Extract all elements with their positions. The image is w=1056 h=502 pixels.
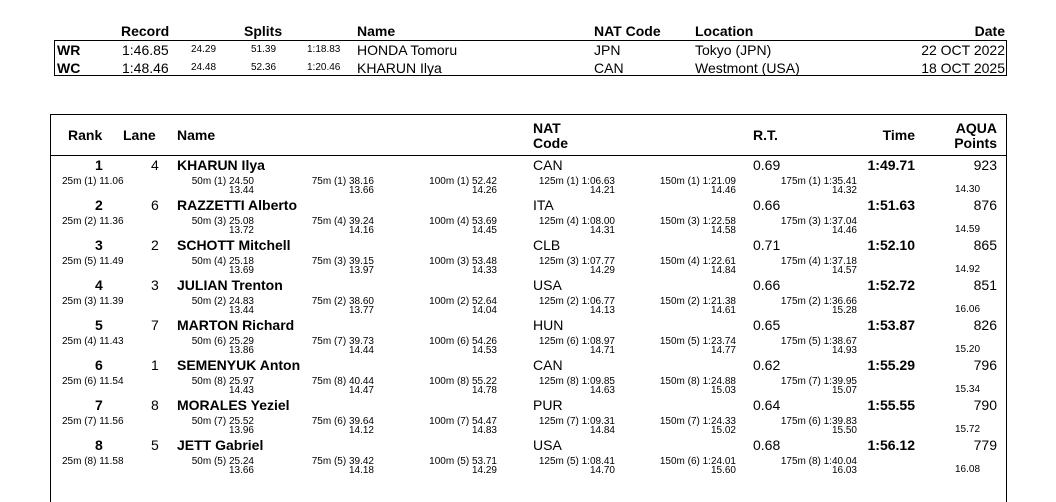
split-150: 150m (2) 1:21.38: [659, 296, 736, 307]
result-rank: 2: [95, 197, 103, 213]
split-25: 25m (3) 11.39: [62, 296, 124, 307]
split-175-delta: 15.28: [831, 305, 857, 316]
split-175-delta: 14.46: [831, 225, 857, 236]
result-time: 1:55.55: [867, 397, 915, 413]
results-header-name: Name: [177, 127, 216, 143]
split-50: 50m (3) 25.08: [191, 216, 254, 227]
results-header-aqua-line2: Points: [954, 135, 997, 151]
split-100-delta: 14.29: [471, 465, 497, 476]
result-points: 826: [973, 317, 997, 333]
result-nat: CLB: [533, 237, 561, 253]
split-125-delta: 14.84: [589, 425, 615, 436]
split-150-delta: 14.77: [710, 345, 736, 356]
split-25: 25m (8) 11.58: [62, 456, 124, 467]
result-lane: 1: [151, 357, 159, 373]
split-175-delta: 14.93: [831, 345, 857, 356]
split-100: 100m (5) 53.71: [429, 456, 497, 467]
split-75-delta: 14.44: [348, 345, 374, 356]
result-rt: 0.66: [753, 277, 781, 293]
results-header-aqua-line1: AQUA: [955, 120, 997, 136]
split-200-delta: 15.72: [955, 424, 981, 435]
result-points: 923: [973, 157, 997, 173]
result-time: 1:51.63: [867, 197, 915, 213]
split-175-delta: 15.50: [831, 425, 857, 436]
result-rank: 8: [95, 437, 103, 453]
split-25: 25m (6) 11.54: [62, 376, 124, 387]
split-175: 175m (4) 1:37.18: [780, 256, 857, 267]
result-rt: 0.68: [753, 437, 781, 453]
record-location: Westmont (USA): [695, 60, 800, 76]
record-name: KHARUN Ilya: [357, 60, 442, 76]
split-100: 100m (8) 55.22: [429, 376, 497, 387]
result-lane: 6: [151, 197, 159, 213]
split-75: 75m (2) 38.60: [311, 296, 374, 307]
split-150: 150m (5) 1:23.74: [659, 336, 736, 347]
split-50: 50m (4) 25.18: [191, 256, 254, 267]
record-time: 1:46.85: [122, 42, 169, 58]
split-125-delta: 14.13: [589, 305, 615, 316]
split-150-delta: 14.46: [710, 185, 736, 196]
split-75-delta: 14.12: [348, 425, 374, 436]
split-125-delta: 14.63: [589, 385, 615, 396]
result-rank: 7: [95, 397, 103, 413]
split-125-delta: 14.21: [589, 185, 615, 196]
split-175: 175m (8) 1:40.04: [780, 456, 857, 467]
split-125-delta: 14.71: [589, 345, 615, 356]
split-50-delta: 13.44: [228, 305, 254, 316]
result-rank: 4: [95, 277, 103, 293]
split-100: 100m (2) 52.64: [429, 296, 497, 307]
record-location: Tokyo (JPN): [695, 42, 772, 58]
split-150-delta: 15.60: [710, 465, 736, 476]
split-50-delta: 13.86: [228, 345, 254, 356]
results-header-time: Time: [882, 127, 915, 143]
split-200-delta: 14.92: [955, 264, 981, 275]
result-rank: 3: [95, 237, 103, 253]
split-200-delta: 15.20: [955, 344, 981, 355]
record-nat: JPN: [594, 42, 621, 58]
split-150: 150m (7) 1:24.33: [659, 416, 736, 427]
record-date: 22 OCT 2022: [921, 42, 1005, 58]
split-150-delta: 14.84: [710, 265, 736, 276]
result-lane: 8: [151, 397, 159, 413]
split-150: 150m (8) 1:24.88: [659, 376, 736, 387]
split-175-delta: 14.57: [831, 265, 857, 276]
split-100-delta: 14.04: [471, 305, 497, 316]
split-150: 150m (3) 1:22.58: [659, 216, 736, 227]
split-150-delta: 15.03: [710, 385, 736, 396]
split-75: 75m (6) 39.64: [311, 416, 374, 427]
split-25: 25m (5) 11.49: [62, 256, 124, 267]
result-name: SEMENYUK Anton: [177, 357, 301, 373]
split-75: 75m (7) 39.73: [311, 336, 374, 347]
split-125: 125m (4) 1:08.00: [538, 216, 615, 227]
result-time: 1:49.71: [867, 157, 915, 173]
split-125: 125m (5) 1:08.41: [538, 456, 615, 467]
result-points: 779: [973, 437, 997, 453]
result-time: 1:55.29: [867, 357, 915, 373]
result-points: 865: [973, 237, 997, 253]
split-175: 175m (1) 1:35.41: [780, 176, 857, 187]
split-50-delta: 13.69: [228, 265, 254, 276]
split-75: 75m (5) 39.42: [311, 456, 374, 467]
results-header-rt: R.T.: [753, 127, 778, 143]
records-header-splits: Splits: [244, 23, 283, 39]
result-name: JULIAN Trenton: [177, 277, 283, 293]
split-125: 125m (7) 1:09.31: [538, 416, 615, 427]
record-type: WR: [57, 42, 81, 58]
result-rank: 1: [95, 157, 103, 173]
split-50-delta: 13.72: [228, 225, 254, 236]
result-points: 796: [973, 357, 997, 373]
split-175-delta: 14.32: [831, 185, 857, 196]
split-75-delta: 14.47: [348, 385, 374, 396]
record-split-100: 51.39: [251, 44, 277, 55]
split-50: 50m (8) 25.97: [191, 376, 254, 387]
result-lane: 2: [151, 237, 159, 253]
split-100: 100m (1) 52.42: [429, 176, 497, 187]
records-header-name: Name: [357, 23, 396, 39]
result-nat: CAN: [533, 357, 563, 373]
split-25: 25m (4) 11.43: [62, 336, 124, 347]
results-header-nat-line1: NAT: [533, 120, 561, 136]
split-125-delta: 14.31: [589, 225, 615, 236]
split-175-delta: 15.07: [831, 385, 857, 396]
result-rank: 6: [95, 357, 103, 373]
record-name: HONDA Tomoru: [357, 42, 458, 58]
records-header-record: Record: [121, 23, 170, 39]
record-nat: CAN: [594, 60, 624, 76]
split-175: 175m (7) 1:39.95: [780, 376, 857, 387]
header-divider: [50, 155, 1007, 156]
result-rank: 5: [95, 317, 103, 333]
split-150-delta: 14.58: [710, 225, 736, 236]
split-50-delta: 13.66: [228, 465, 254, 476]
record-split-50: 24.29: [191, 44, 217, 55]
result-nat: USA: [533, 277, 562, 293]
split-25: 25m (1) 11.06: [62, 176, 124, 187]
split-100-delta: 14.83: [471, 425, 497, 436]
split-100-delta: 14.53: [471, 345, 497, 356]
result-rt: 0.62: [753, 357, 781, 373]
result-time: 1:56.12: [867, 437, 915, 453]
result-time: 1:52.72: [867, 277, 915, 293]
result-rt: 0.64: [753, 397, 781, 413]
split-50: 50m (6) 25.29: [191, 336, 254, 347]
results-header-nat-line2: Code: [533, 135, 568, 151]
result-rt: 0.71: [753, 237, 781, 253]
split-50: 50m (5) 25.24: [191, 456, 254, 467]
result-time: 1:53.87: [867, 317, 915, 333]
split-25: 25m (2) 11.36: [62, 216, 124, 227]
split-200-delta: 16.08: [955, 464, 981, 475]
split-100: 100m (3) 53.48: [429, 256, 497, 267]
split-75-delta: 13.77: [348, 305, 374, 316]
result-nat: USA: [533, 437, 562, 453]
split-175: 175m (6) 1:39.83: [780, 416, 857, 427]
result-nat: PUR: [533, 397, 563, 413]
split-100-delta: 14.78: [471, 385, 497, 396]
record-split-150: 1:18.83: [307, 44, 341, 55]
result-rt: 0.66: [753, 197, 781, 213]
split-150-delta: 14.61: [710, 305, 736, 316]
split-75-delta: 13.66: [348, 185, 374, 196]
result-points: 876: [973, 197, 997, 213]
result-time: 1:52.10: [867, 237, 915, 253]
split-150: 150m (4) 1:22.61: [659, 256, 736, 267]
result-lane: 7: [151, 317, 159, 333]
record-date: 18 OCT 2025: [921, 60, 1005, 76]
split-175: 175m (3) 1:37.04: [780, 216, 857, 227]
split-100: 100m (7) 54.47: [429, 416, 497, 427]
record-split-100: 52.36: [251, 62, 277, 73]
result-lane: 5: [151, 437, 159, 453]
split-200-delta: 14.30: [955, 184, 981, 195]
split-125-delta: 14.70: [589, 465, 615, 476]
result-points: 851: [973, 277, 997, 293]
split-200-delta: 16.06: [955, 304, 981, 315]
split-125: 125m (1) 1:06.63: [538, 176, 615, 187]
split-125: 125m (8) 1:09.85: [538, 376, 615, 387]
split-50-delta: 14.43: [228, 385, 254, 396]
split-75-delta: 13.97: [348, 265, 374, 276]
split-75-delta: 14.18: [348, 465, 374, 476]
split-75: 75m (4) 39.24: [311, 216, 374, 227]
split-150-delta: 15.02: [710, 425, 736, 436]
split-125: 125m (3) 1:07.77: [538, 256, 615, 267]
records-header-nat: NAT Code: [594, 23, 661, 39]
split-75: 75m (1) 38.16: [311, 176, 374, 187]
result-name: RAZZETTI Alberto: [177, 197, 298, 213]
split-100-delta: 14.33: [471, 265, 497, 276]
result-name: KHARUN Ilya: [177, 157, 265, 173]
split-175: 175m (5) 1:38.67: [780, 336, 857, 347]
result-nat: HUN: [533, 317, 564, 333]
records-header-date: Date: [974, 23, 1005, 39]
result-points: 790: [973, 397, 997, 413]
split-75: 75m (3) 39.15: [311, 256, 374, 267]
split-200-delta: 15.34: [955, 384, 981, 395]
record-type: WC: [57, 60, 81, 76]
split-75-delta: 14.16: [348, 225, 374, 236]
split-175: 175m (2) 1:36.66: [780, 296, 857, 307]
split-150: 150m (6) 1:24.01: [659, 456, 736, 467]
result-name: MARTON Richard: [177, 317, 295, 333]
split-50-delta: 13.44: [228, 185, 254, 196]
result-rt: 0.69: [753, 157, 781, 173]
result-rt: 0.65: [753, 317, 781, 333]
result-name: JETT Gabriel: [177, 437, 264, 453]
result-lane: 4: [151, 157, 159, 173]
split-100-delta: 14.45: [471, 225, 497, 236]
split-50: 50m (1) 24.50: [191, 176, 254, 187]
split-200-delta: 14.59: [955, 224, 981, 235]
results-header-lane: Lane: [123, 127, 156, 143]
record-time: 1:48.46: [122, 60, 169, 76]
record-split-50: 24.48: [191, 62, 217, 73]
split-25: 25m (7) 11.56: [62, 416, 124, 427]
split-175-delta: 16.03: [831, 465, 857, 476]
split-100: 100m (6) 54.26: [429, 336, 497, 347]
split-125: 125m (6) 1:08.97: [538, 336, 615, 347]
split-50-delta: 13.96: [228, 425, 254, 436]
split-100-delta: 14.26: [471, 185, 497, 196]
split-75: 75m (8) 40.44: [311, 376, 374, 387]
records-header-location: Location: [695, 23, 754, 39]
split-50: 50m (7) 25.52: [191, 416, 254, 427]
result-name: MORALES Yeziel: [177, 397, 290, 413]
result-nat: ITA: [533, 197, 554, 213]
split-125-delta: 14.29: [589, 265, 615, 276]
result-nat: CAN: [533, 157, 563, 173]
result-name: SCHOTT Mitchell: [177, 237, 291, 253]
result-lane: 3: [151, 277, 159, 293]
record-split-150: 1:20.46: [307, 62, 341, 73]
split-100: 100m (4) 53.69: [429, 216, 497, 227]
split-50: 50m (2) 24.83: [191, 296, 254, 307]
results-header-rank: Rank: [68, 127, 103, 143]
split-150: 150m (1) 1:21.09: [659, 176, 736, 187]
split-125: 125m (2) 1:06.77: [538, 296, 615, 307]
